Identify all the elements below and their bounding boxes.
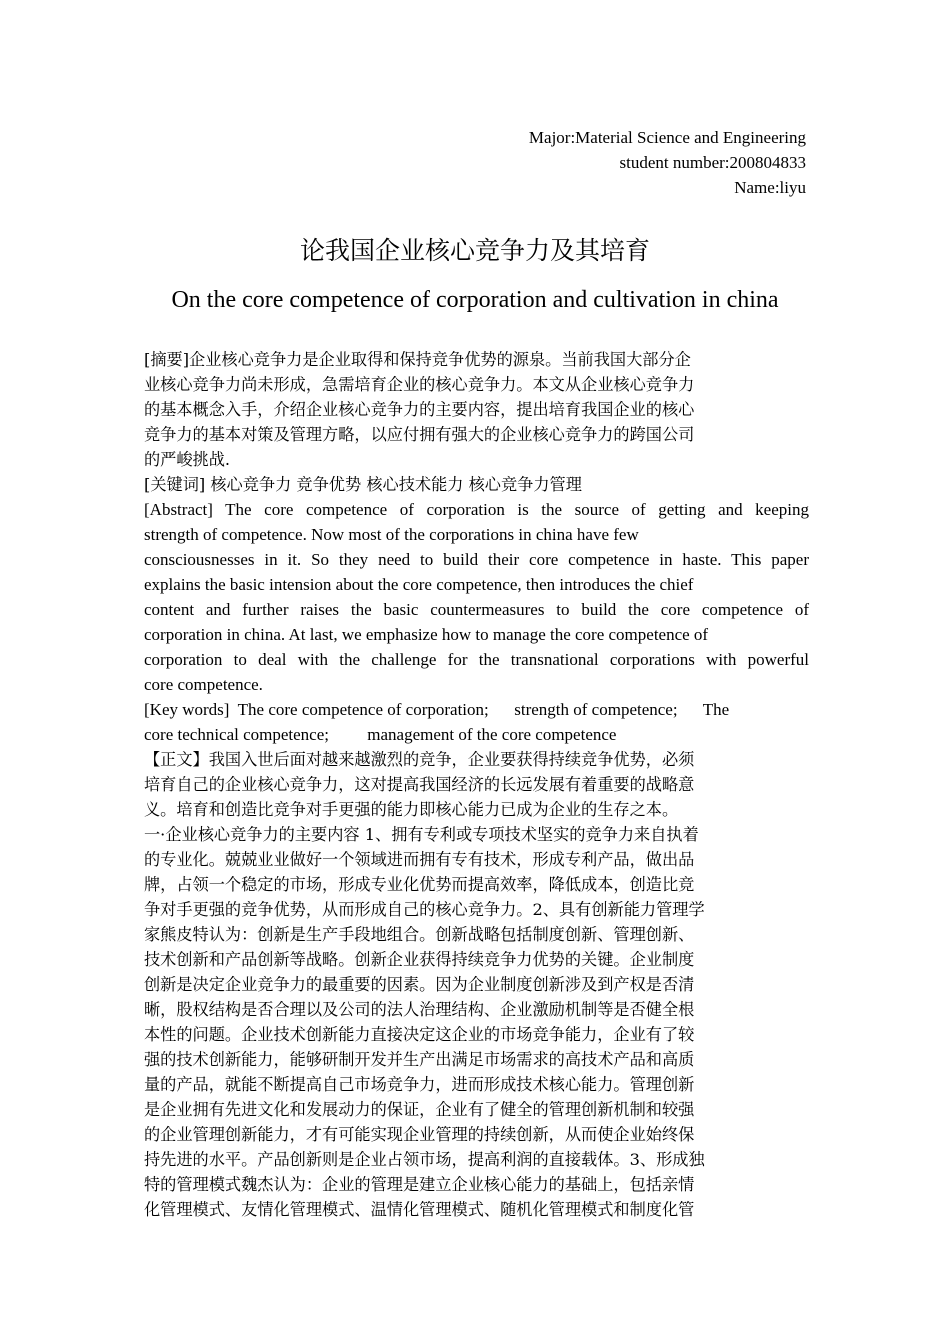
abstract-cn-line: [摘要]企业核心竞争力是企业取得和保持竞争优势的源泉。当前我国大部分企 <box>144 350 691 369</box>
name-line: Name:liyu <box>734 178 806 197</box>
body-line: 强的技术创新能力，能够研制开发并生产出满足市场需求的高技术产品和高质 <box>144 1050 695 1069</box>
abstract-en-line: explains the basic intension about the core competence, then introduces the chief <box>144 575 694 594</box>
keywords-en-line: core technical competence; management of the core competence <box>144 725 617 744</box>
body-line: 是企业拥有先进文化和发展动力的保证，企业有了健全的管理创新机制和较强 <box>144 1100 695 1119</box>
main-text-chinese <box>144 747 809 1222</box>
abstract-en-line: core competence. <box>144 675 263 694</box>
title-chinese: 论我国企业核心竞争力及其培育 <box>299 236 650 265</box>
abstract-en-line: corporation in china. At last, we emphasize how to manage the core competence of <box>144 625 709 644</box>
body-line: 争对手更强的竞争优势，从而形成自己的核心竞争力。2、具有创新能力管理学 <box>144 900 705 919</box>
body-line: 技术创新和产品创新等战略。创新企业获得持续竞争力优势的关键。企业制度 <box>144 950 695 969</box>
body-line: 的企业管理创新能力，才有可能实现企业管理的持续创新，从而使企业始终保 <box>144 1125 695 1144</box>
abstract-cn-line: 的严峻挑战. <box>144 450 231 469</box>
author-info <box>144 125 806 200</box>
abstract-english <box>144 497 809 697</box>
body-line: 本性的问题。企业技术创新能力直接决定这企业的市场竞争能力，企业有了较 <box>144 1025 695 1044</box>
abstract-cn-line: 业核心竞争力尚未形成，急需培育企业的核心竞争力。本文从企业核心竞争力 <box>144 375 695 394</box>
body-line: 持先进的水平。产品创新则是企业占领市场，提高利润的直接载体。3、形成独 <box>144 1150 705 1169</box>
keywords-chinese: [关键词] 核心竞争力 竞争优势 核心技术能力 核心竞争力管理 <box>144 475 582 494</box>
body-line: 【正文】我国入世后面对越来越激烈的竞争，企业要获得持续竞争优势，必须 <box>144 750 695 769</box>
keywords-en-line: [Key words] The core competence of corporation; strength of competence; The <box>144 700 730 719</box>
body-line: 牌，占领一个稳定的市场，形成专业化优势而提高效率，降低成本，创造比竞 <box>144 875 695 894</box>
abstract-en-line: content and further raises the basic countermeasures to build the core competence of <box>144 600 809 619</box>
body-line: 量的产品，就能不断提高自己市场竞争力，进而形成技术核心能力。管理创新 <box>144 1075 695 1094</box>
body-line: 家熊皮特认为：创新是生产手段地组合。创新战略包括制度创新、管理创新、 <box>144 925 695 944</box>
abstract-en-line: corporation to deal with the challenge for the transnational corporations with powerful <box>144 650 809 669</box>
abstract-cn-line: 竞争力的基本对策及管理方略，以应付拥有强大的企业核心竞争力的跨国公司 <box>144 425 695 444</box>
body-line: 义。培育和创造比竞争对手更强的能力即核心能力已成为企业的生存之本。 <box>144 800 679 819</box>
body-line: 化管理模式、友情化管理模式、温情化管理模式、随机化管理模式和制度化管 <box>144 1200 695 1219</box>
body-line: 特的管理模式魏杰认为：企业的管理是建立企业核心能力的基础上，包括亲情 <box>144 1175 695 1194</box>
body-line: 一·企业核心竞争力的主要内容 1、拥有专利或专项技术坚实的竞争力来自执着 <box>144 825 699 844</box>
abstract-cn-line: 的基本概念入手，介绍企业核心竞争力的主要内容，提出培育我国企业的核心 <box>144 400 695 419</box>
abstract-en-line: [Abstract] The core competence of corporation is the source of getting and keeping <box>144 500 809 519</box>
abstract-en-line: strength of competence. Now most of the corporations in china have few <box>144 525 639 544</box>
body-line: 创新是决定企业竞争力的最重要的因素。因为企业制度创新涉及到产权是否清 <box>144 975 695 994</box>
title-english: On the core competence of corporation and cultivation in china <box>171 287 779 313</box>
body-line: 的专业化。兢兢业业做好一个领域进而拥有专有技术，形成专利产品，做出品 <box>144 850 695 869</box>
abstract-en-line: consciousnesses in it. So they need to build their core competence in haste. This paper <box>144 550 809 569</box>
body-line: 培育自己的企业核心竞争力，这对提高我国经济的长远发展有着重要的战略意 <box>144 775 695 794</box>
abstract-chinese <box>144 347 809 497</box>
major-line: Major:Material Science and Engineering <box>528 128 806 147</box>
student-number-line: student number:200804833 <box>619 153 806 172</box>
body-line: 晰，股权结构是否合理以及公司的法人治理结构、企业激励机制等是否健全根 <box>144 1000 695 1019</box>
document-body <box>144 347 809 1222</box>
keywords-english <box>144 697 809 747</box>
